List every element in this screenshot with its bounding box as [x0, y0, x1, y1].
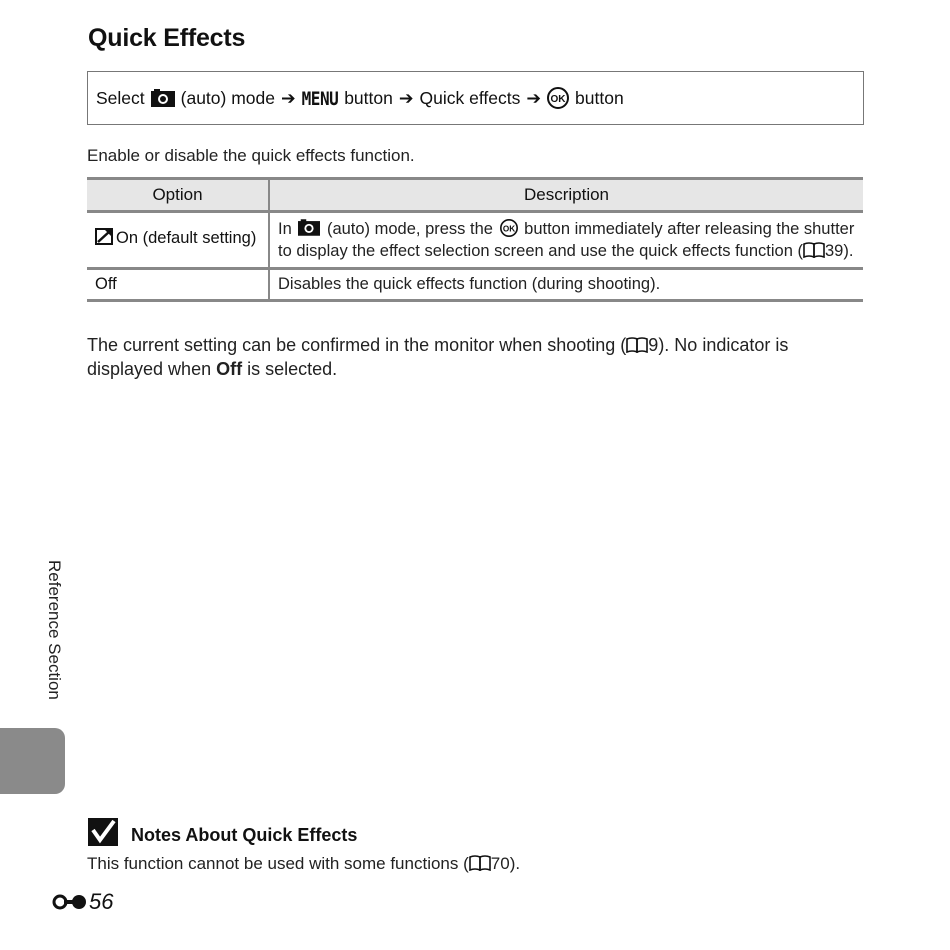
- checkmark-note-icon: [88, 818, 118, 846]
- page-title: Quick Effects: [88, 24, 246, 52]
- arrow-icon: ➔: [526, 87, 542, 108]
- menu-path-box: [87, 71, 864, 125]
- menu-path-quick-effects: Quick effects: [419, 87, 521, 108]
- desc-text: (auto) mode, press the: [326, 220, 493, 238]
- menu-path-button: button: [344, 87, 393, 108]
- side-section-label: [28, 560, 68, 720]
- page-reference: 9: [648, 335, 659, 355]
- reference-section-icon: [52, 892, 88, 912]
- table-row: [87, 212, 863, 269]
- body-text: This function cannot be used with some functions (: [87, 854, 469, 873]
- desc-text: In: [278, 220, 292, 238]
- arrow-icon: ➔: [398, 87, 414, 108]
- page-number: [52, 889, 113, 915]
- ok-button-icon: [547, 87, 569, 109]
- camera-icon: [151, 89, 175, 107]
- arrow-icon: ➔: [281, 87, 296, 108]
- bold-off-text: Off: [216, 359, 243, 379]
- options-table: [87, 177, 863, 302]
- body-text: The current setting can be confirmed in the monitor when shooting (: [87, 335, 627, 355]
- ok-button-icon: [500, 219, 518, 237]
- note-text: [87, 854, 520, 874]
- side-label-text: Reference Section: [45, 560, 64, 700]
- camera-icon: [298, 219, 320, 236]
- option-on-label: On (default setting): [116, 229, 257, 247]
- body-text: is selected.: [247, 359, 338, 379]
- option-cell: [87, 212, 269, 269]
- table-row: [87, 269, 863, 301]
- menu-path-select: Select: [96, 87, 145, 108]
- description-cell: [269, 212, 863, 269]
- intro-text: Enable or disable the quick effects function.: [87, 146, 415, 165]
- section-tab: [0, 728, 65, 794]
- book-reference-icon: [626, 337, 648, 353]
- header-description: Description: [269, 179, 863, 212]
- option-cell: Off: [87, 269, 269, 301]
- svg-text:OK: OK: [550, 94, 566, 105]
- description-cell: Disables the quick effects function (during shooting).: [269, 269, 863, 301]
- note-title: Notes About Quick Effects: [131, 825, 358, 845]
- quick-effects-icon: [95, 228, 113, 245]
- body-text: ).: [509, 854, 521, 873]
- desc-text: ).: [843, 242, 854, 260]
- page-number-text: 56: [89, 889, 114, 914]
- menu-path-mode: (auto) mode: [180, 87, 275, 108]
- menu-button-label: MENU: [301, 87, 339, 109]
- body-text: ). No indicator is displayed when: [87, 335, 789, 379]
- book-reference-icon: [469, 855, 491, 871]
- table-header-row: [87, 179, 863, 212]
- desc-text: button immediately after releasing the shutter to display the effect selection screen and use the quick effects function (: [278, 220, 855, 260]
- page-reference: 39: [824, 242, 844, 260]
- book-reference-icon: [803, 242, 825, 258]
- header-option: Option: [87, 179, 269, 212]
- svg-text:OK: OK: [502, 224, 515, 234]
- page-reference: 70: [490, 854, 510, 873]
- menu-path-ok-button: button: [575, 87, 624, 108]
- current-setting-text: [87, 333, 857, 381]
